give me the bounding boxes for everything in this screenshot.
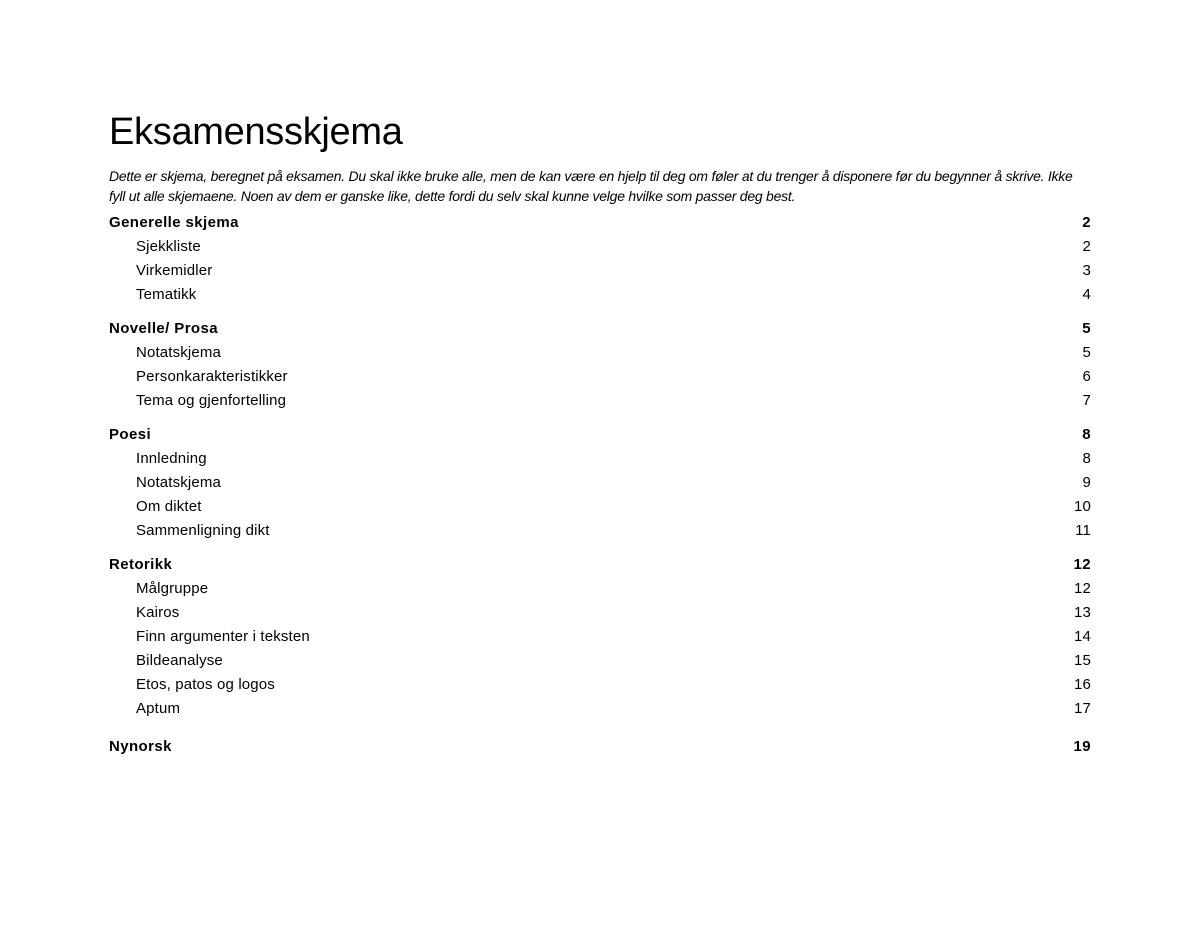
toc-section-retorikk xyxy=(109,553,1091,721)
toc-section-nynorsk xyxy=(109,735,1091,759)
toc-entry-om-diktet[interactable] xyxy=(109,495,1091,519)
toc-entry-page: 17 xyxy=(1074,700,1091,717)
toc-entry-page: 12 xyxy=(1074,580,1091,597)
toc-entry-sammenligning-dikt[interactable] xyxy=(109,519,1091,543)
toc-entry-etos-patos-logos[interactable] xyxy=(109,673,1091,697)
toc-entry-page: 11 xyxy=(1075,522,1091,539)
toc-heading-novelle-prosa[interactable] xyxy=(109,317,1091,341)
toc-entry-label: Kairos xyxy=(136,604,180,621)
toc-entry-label: Notatskjema xyxy=(136,474,222,491)
toc-entry-tematikk[interactable] xyxy=(109,283,1091,307)
toc-entry-label: Finn argumenter i teksten xyxy=(136,628,310,645)
toc-entry-label: Tema og gjenfortelling xyxy=(136,392,287,409)
toc-heading-page: 12 xyxy=(1073,556,1091,573)
toc-section-generelle-skjema xyxy=(109,211,1091,307)
toc-entry-personkarakteristikker[interactable] xyxy=(109,365,1091,389)
toc-entry-label: Om diktet xyxy=(136,498,202,515)
toc-heading-generelle-skjema[interactable] xyxy=(109,211,1091,235)
toc-entry-tema-og-gjenfortelling[interactable] xyxy=(109,389,1091,413)
toc-entry-virkemidler[interactable] xyxy=(109,259,1091,283)
toc-section-poesi xyxy=(109,423,1091,543)
toc-entry-page: 10 xyxy=(1074,498,1091,515)
toc-entry-label: Sammenligning dikt xyxy=(136,522,270,539)
toc-entry-notatskjema[interactable] xyxy=(109,341,1091,365)
toc-entry-page: 2 xyxy=(1082,238,1091,255)
table-of-contents xyxy=(109,211,1091,759)
toc-entry-page: 13 xyxy=(1074,604,1091,621)
toc-entry-label: Sjekkliste xyxy=(136,238,201,255)
toc-entry-label: Virkemidler xyxy=(136,262,213,279)
toc-entry-page: 5 xyxy=(1082,344,1091,361)
toc-section-novelle-prosa xyxy=(109,317,1091,413)
toc-entry-label: Personkarakteristikker xyxy=(136,368,288,385)
toc-heading-page: 2 xyxy=(1082,214,1091,231)
toc-heading-page: 5 xyxy=(1082,320,1091,337)
toc-heading-label: Retorikk xyxy=(109,556,173,573)
toc-entry-page: 7 xyxy=(1082,392,1091,409)
toc-heading-label: Poesi xyxy=(109,426,152,443)
toc-entry-sjekkliste[interactable] xyxy=(109,235,1091,259)
toc-entry-malgruppe[interactable] xyxy=(109,577,1091,601)
toc-entry-aptum[interactable] xyxy=(109,697,1091,721)
document-page xyxy=(109,108,1091,769)
page-title: Eksamensskjema xyxy=(109,111,403,153)
toc-entry-page: 3 xyxy=(1082,262,1091,279)
toc-entry-page: 15 xyxy=(1074,652,1091,669)
toc-entry-page: 4 xyxy=(1082,286,1091,303)
toc-entry-page: 8 xyxy=(1082,450,1091,467)
toc-entry-finn-argumenter[interactable] xyxy=(109,625,1091,649)
toc-entry-label: Innledning xyxy=(136,450,207,467)
toc-entry-page: 14 xyxy=(1074,628,1091,645)
toc-entry-innledning[interactable] xyxy=(109,447,1091,471)
toc-entry-page: 6 xyxy=(1082,368,1091,385)
toc-entry-notatskjema[interactable] xyxy=(109,471,1091,495)
toc-entry-label: Målgruppe xyxy=(136,580,209,597)
toc-heading-poesi[interactable] xyxy=(109,423,1091,447)
toc-heading-label: Nynorsk xyxy=(109,738,172,755)
toc-heading-page: 19 xyxy=(1073,738,1091,755)
intro-paragraph: Dette er skjema, beregnet på eksamen. Du skal ikke bruke alle, men de kan være en hjelp til deg om føler at du trenger å disponere før du begynner å skrive. Ikke fyll ut alle skjemaene. Noen av dem er ganske like, dette fordi du selv skal kunne velge hvilke som passer deg best. xyxy=(109,168,1073,204)
toc-heading-nynorsk[interactable] xyxy=(109,735,1091,759)
toc-heading-label: Generelle skjema xyxy=(109,214,239,231)
toc-entry-kairos[interactable] xyxy=(109,601,1091,625)
toc-heading-page: 8 xyxy=(1082,426,1091,443)
toc-entry-label: Bildeanalyse xyxy=(136,652,223,669)
toc-entry-label: Tematikk xyxy=(136,286,197,303)
toc-entry-page: 9 xyxy=(1082,474,1091,491)
toc-entry-page: 16 xyxy=(1074,676,1091,693)
toc-entry-label: Notatskjema xyxy=(136,344,222,361)
toc-heading-retorikk[interactable] xyxy=(109,553,1091,577)
toc-heading-label: Novelle/ Prosa xyxy=(109,320,218,337)
toc-entry-label: Etos, patos og logos xyxy=(136,676,275,693)
toc-entry-bildeanalyse[interactable] xyxy=(109,649,1091,673)
toc-entry-label: Aptum xyxy=(136,700,181,717)
